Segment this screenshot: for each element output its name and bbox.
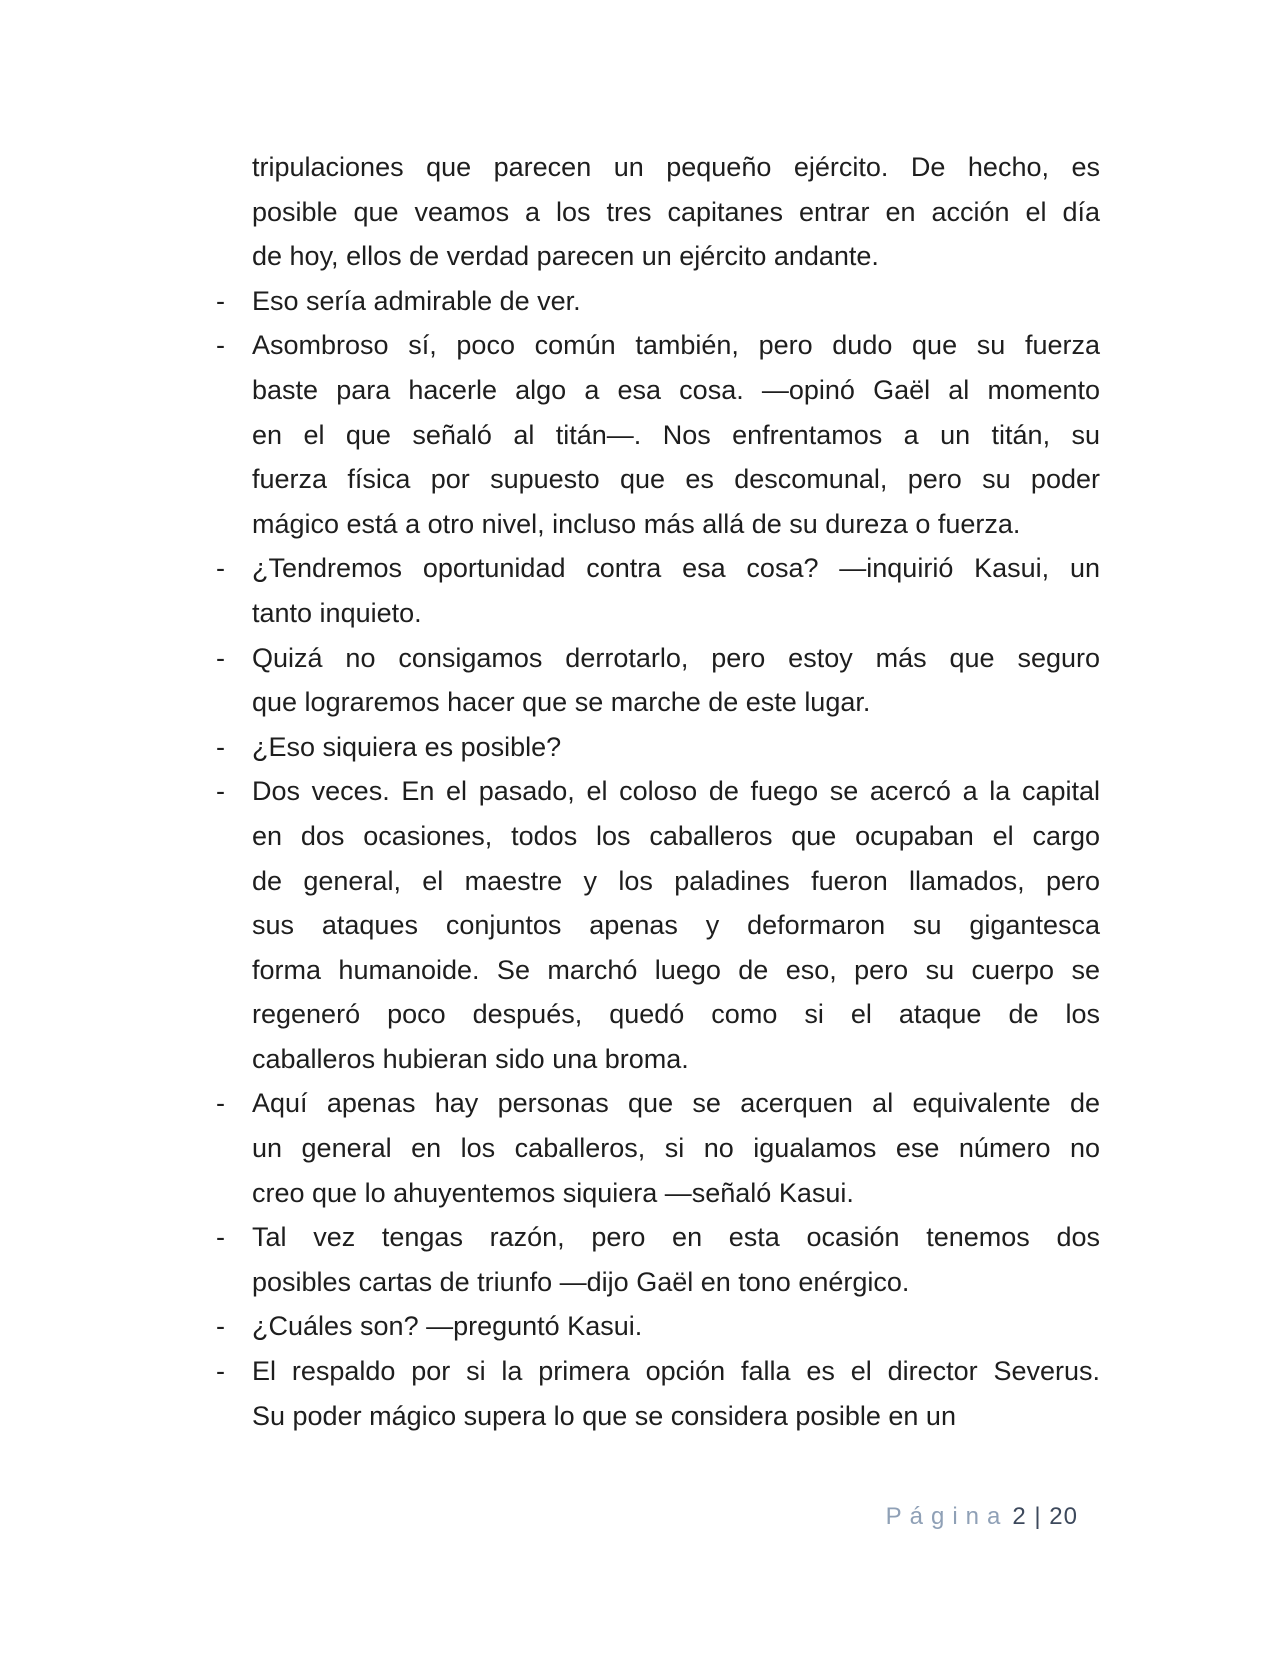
text-line: baste para hacerle algo a esa cosa. —opinó Gaël al momento (252, 374, 1100, 405)
text-line: ¿Tendremos oportunidad contra esa cosa? —inquirió Kasui, un (252, 553, 1100, 584)
paragraph (216, 769, 1100, 1081)
text-line: Quizá no consigamos derrotarlo, pero estoy más que seguro (252, 642, 1100, 673)
bullet-marker: - (216, 553, 225, 584)
text-line: ¿Cuáles son? —preguntó Kasui. (252, 1311, 643, 1342)
text-line: un general en los caballeros, si no igualamos ese número no (252, 1133, 1100, 1164)
paragraph (216, 1215, 1100, 1304)
bullet-marker: - (216, 330, 225, 361)
bullet-marker: - (216, 1356, 225, 1387)
bullet-marker: - (216, 731, 225, 762)
text-line: mágico está a otro nivel, incluso más allá de su dureza o fuerza. (252, 508, 1021, 539)
text-line: de hoy, ellos de verdad parecen un ejército andante. (252, 241, 879, 272)
paragraph (216, 725, 1100, 770)
bullet-marker: - (216, 776, 225, 807)
text-line: Su poder mágico supera lo que se considera posible en un (252, 1400, 956, 1431)
footer-label: Página (885, 1503, 1009, 1530)
text-line: tanto inquieto. (252, 597, 422, 628)
text-line: que lograremos hacer que se marche de este lugar. (252, 687, 871, 718)
text-line: forma humanoide. Se marchó luego de eso, pero su cuerpo se (252, 954, 1100, 985)
bullet-marker: - (216, 1222, 225, 1253)
text-line: ¿Eso siquiera es posible? (252, 731, 562, 762)
text-line: sus ataques conjuntos apenas y deformaron su gigantesca (252, 910, 1100, 941)
text-content (216, 145, 1100, 1438)
paragraph (216, 546, 1100, 635)
paragraph (216, 279, 1100, 324)
text-line: Dos veces. En el pasado, el coloso de fuego se acercó a la capital (252, 776, 1100, 807)
paragraph (252, 145, 1100, 279)
text-line: posible que veamos a los tres capitanes entrar en acción el día (252, 196, 1100, 227)
text-line: posibles cartas de triunfo —dijo Gaël en tono enérgico. (252, 1266, 910, 1297)
bullet-marker: - (216, 1311, 225, 1342)
text-line: caballeros hubieran sido una broma. (252, 1043, 689, 1074)
text-line: El respaldo por si la primera opción falla es el director Severus. (252, 1356, 1100, 1387)
bullet-marker: - (216, 642, 225, 673)
text-line: Aquí apenas hay personas que se acerquen al equivalente de (252, 1088, 1100, 1119)
bullet-marker: - (216, 285, 225, 316)
bullet-marker: - (216, 1088, 225, 1119)
text-line: en el que señaló al titán—. Nos enfrentamos a un titán, su (252, 419, 1100, 450)
text-line: tripulaciones que parecen un pequeño ejército. De hecho, es (252, 152, 1100, 182)
text-line: Eso sería admirable de ver. (252, 285, 581, 316)
text-line: Asombroso sí, poco común también, pero dudo que su fuerza (252, 330, 1100, 361)
page-footer (886, 1502, 1078, 1532)
text-line: Tal vez tengas razón, pero en esta ocasión tenemos dos (252, 1222, 1100, 1253)
footer-page-number: 2 | 20 (1012, 1503, 1078, 1530)
text-line: en dos ocasiones, todos los caballeros que ocupaban el cargo (252, 820, 1100, 851)
paragraph (216, 1349, 1100, 1438)
paragraph (216, 636, 1100, 725)
text-line: fuerza física por supuesto que es descomunal, pero su poder (252, 464, 1100, 495)
paragraph (216, 1081, 1100, 1215)
paragraph (216, 323, 1100, 546)
text-line: creo que lo ahuyentemos siquiera —señaló Kasui. (252, 1177, 854, 1208)
paragraph (216, 1304, 1100, 1349)
text-line: de general, el maestre y los paladines fueron llamados, pero (252, 865, 1100, 896)
text-line: regeneró poco después, quedó como si el ataque de los (252, 999, 1100, 1030)
